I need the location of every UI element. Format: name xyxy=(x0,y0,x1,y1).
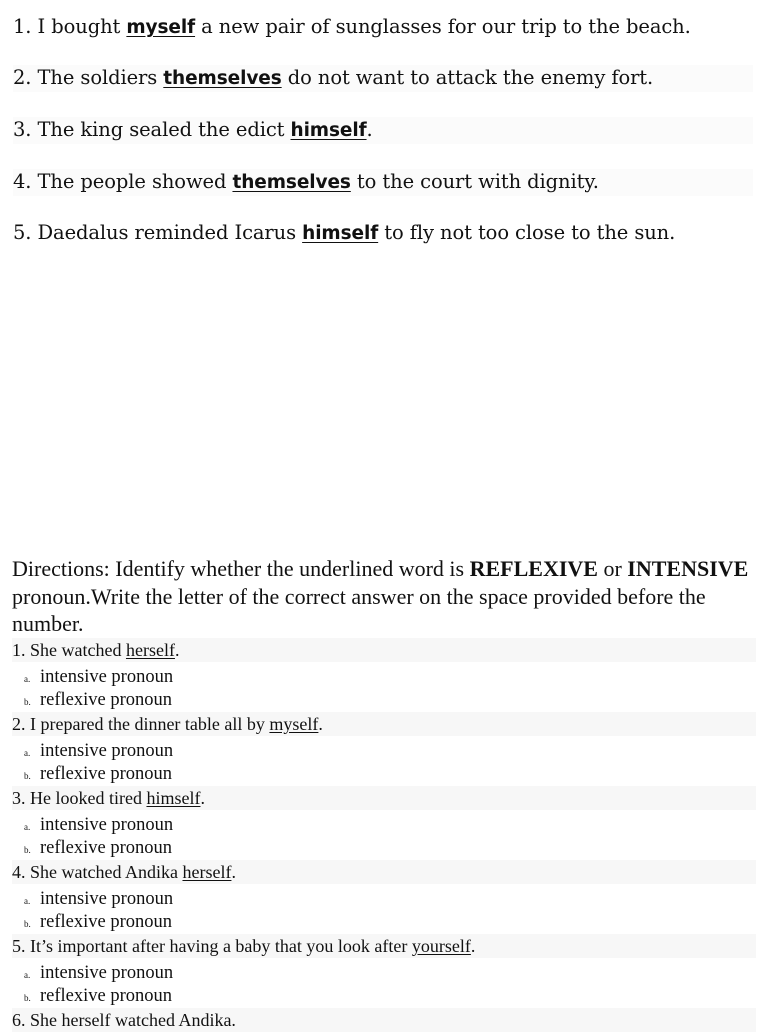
option-a[interactable]: a. intensive pronoun xyxy=(24,815,174,835)
pronoun-highlight: himself xyxy=(290,120,367,141)
question-3: 3. He looked tired himself. xyxy=(12,786,756,810)
question-6: 6. She herself watched Andika. xyxy=(12,1008,756,1032)
pronoun-highlight: himself xyxy=(302,223,379,244)
option-a[interactable]: a. intensive pronoun xyxy=(24,667,174,687)
option-b[interactable]: b. reflexive pronoun xyxy=(24,764,173,784)
option-b[interactable]: b. reflexive pronoun xyxy=(24,986,173,1006)
pronoun-highlight: myself xyxy=(126,17,196,38)
option-b[interactable]: b. reflexive pronoun xyxy=(24,838,173,858)
sentence-4: 4. The people showed themselves to the court with dignity. xyxy=(13,169,753,196)
option-b[interactable]: b. reflexive pronoun xyxy=(24,912,173,932)
question-5: 5. It’s important after having a baby that you look after yourself. xyxy=(12,934,756,958)
pronoun-highlight: themselves xyxy=(163,68,282,89)
sentence-3: 3. The king sealed the edict himself. xyxy=(13,117,753,144)
directions-text: Directions: Identify whether the underlined word is REFLEXIVE or INTENSIVE pronoun.Write the letter of the correct answer on the space provided before the number. xyxy=(12,556,749,636)
option-b[interactable]: b. reflexive pronoun xyxy=(24,690,173,710)
option-a[interactable]: a. intensive pronoun xyxy=(24,889,174,909)
sentence-5: 5. Daedalus reminded Icarus himself to fly not too close to the sun. xyxy=(13,221,676,244)
question-4: 4. She watched Andika herself. xyxy=(12,860,756,884)
option-a[interactable]: a. intensive pronoun xyxy=(24,963,174,983)
question-2: 2. I prepared the dinner table all by myself. xyxy=(12,712,756,736)
sentence-1: 1. I bought myself a new pair of sunglasses for our trip to the beach. xyxy=(13,15,691,38)
sentence-2: 2. The soldiers themselves do not want to attack the enemy fort. xyxy=(13,65,753,92)
option-a[interactable]: a. intensive pronoun xyxy=(24,741,174,761)
pronoun-highlight: themselves xyxy=(232,172,351,193)
question-1: 1. She watched herself. xyxy=(12,638,756,662)
